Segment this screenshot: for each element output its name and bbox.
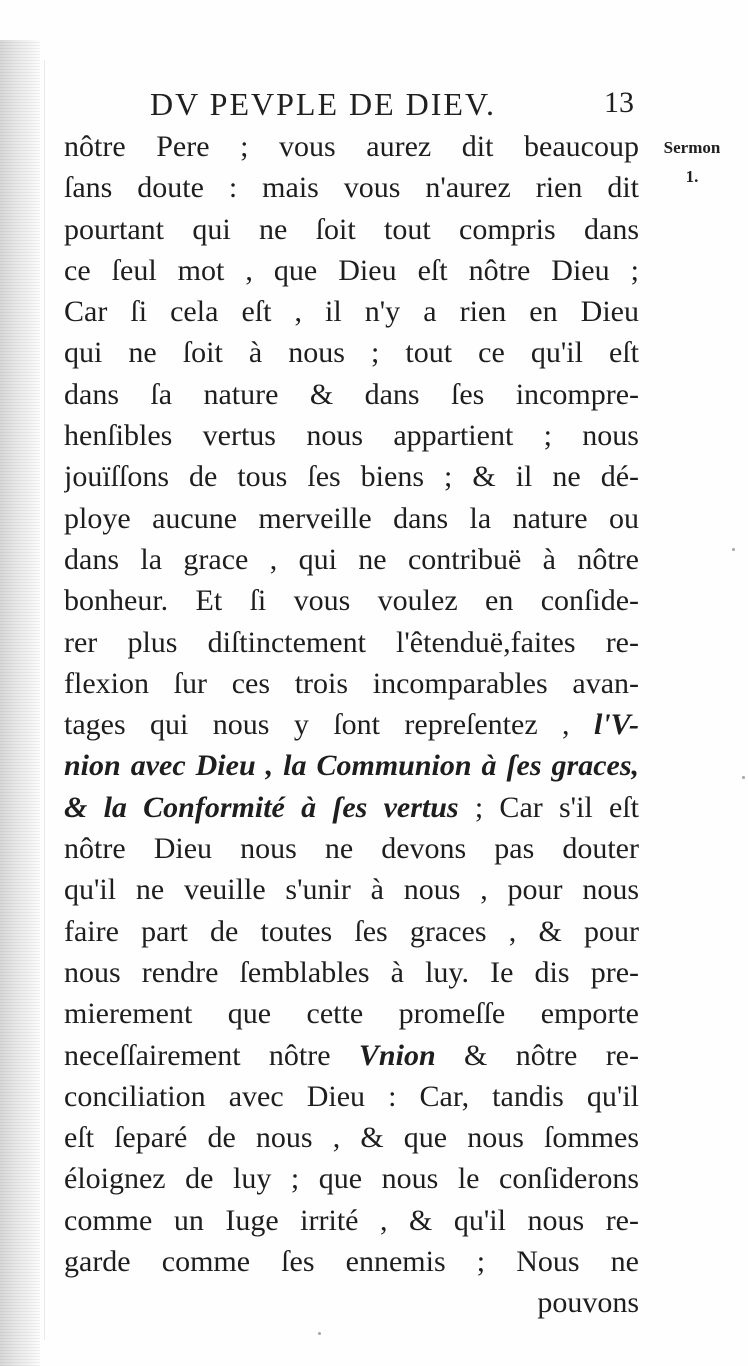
body-text <box>64 126 639 1324</box>
text-line: comme un Iuge irrité , & qu'il nous re- <box>64 1203 639 1237</box>
text-line: garde comme ſes ennemis ; Nous ne <box>64 1245 639 1279</box>
text-line: neceſſairement nôtre Vnion & nôtre re- <box>64 1038 639 1072</box>
italic-phrase: nion avec Dieu , la Communion à ſes graces, <box>64 749 639 783</box>
margin-note-label: Sermon <box>663 138 721 157</box>
text-line: qu'il ne veuille s'unir à nous , pour nous <box>64 873 639 907</box>
italic-word: Vnion <box>358 1038 436 1072</box>
text-line: conciliation avec Dieu : Car, tandis qu'il <box>64 1079 639 1113</box>
text-line: nôtre Dieu nous ne devons pas douter <box>64 832 639 866</box>
paper-speck <box>742 776 745 779</box>
page-gutter-shadow <box>0 40 40 1366</box>
text-line: dans ſa nature & dans ſes incompre- <box>64 377 639 411</box>
margin-note <box>646 134 738 192</box>
text-line: nôtre Pere ; vous aurez dit beaucoup <box>64 130 639 163</box>
paper-speck <box>732 548 735 551</box>
text-line: bonheur. Et ſi vous voulez en conſide- <box>64 584 639 618</box>
text-line: jouïſſons de tous ſes biens ; & il ne dé- <box>64 460 639 494</box>
gutter-fold-line <box>44 60 45 1340</box>
text-line: faire part de toutes ſes graces , & pour <box>64 914 639 948</box>
text-line: flexion ſur ces trois incomparables avan- <box>64 666 639 700</box>
text-line: ploye aucune merveille dans la nature ou <box>64 501 639 535</box>
text-line: éloignez de luy ; que nous le conſiderons <box>64 1162 639 1196</box>
text-line: Car ſi cela eſt , il n'y a rien en Dieu <box>64 295 639 329</box>
margin-note-number: 1. <box>685 166 699 186</box>
text-line: dans la grace , qui ne contribuë à nôtre <box>64 542 639 576</box>
text-line: ce ſeul mot , que Dieu eſt nôtre Dieu ; <box>64 253 639 287</box>
text-line: & la Conformité à ſes vertus ; Car s'il eſt <box>64 790 639 824</box>
paper-speck <box>318 1332 321 1335</box>
text-line: ſans doute : mais vous n'aurez rien dit <box>64 171 639 205</box>
text-line: pourtant qui ne ſoit tout compris dans <box>64 212 639 246</box>
text-line: mierement que cette promeſſe emporte <box>64 997 639 1031</box>
italic-phrase: l'V- <box>593 708 639 742</box>
text-line <box>64 745 639 786</box>
page-number: 13 <box>604 86 634 119</box>
text-line: qui ne ſoit à nous ; tout ce qu'il eſt <box>64 336 639 370</box>
text-line: eſt ſeparé de nous , & que nous ſommes <box>64 1121 639 1155</box>
text-line: rer plus diſtinctement l'êtenduë,faites re- <box>64 625 639 659</box>
text-line: tages qui nous y ſont repreſentez , l'V- <box>64 708 639 742</box>
text-line: henſibles vertus nous appartient ; nous <box>64 419 639 453</box>
running-title: DV PEVPLE DE DIEV. <box>150 86 496 122</box>
text-line: nous rendre ſemblables à luy. Ie dis pre- <box>64 955 639 989</box>
italic-phrase: & la Conformité à ſes vertus <box>64 790 459 824</box>
catchword: pouvons <box>537 1286 639 1320</box>
